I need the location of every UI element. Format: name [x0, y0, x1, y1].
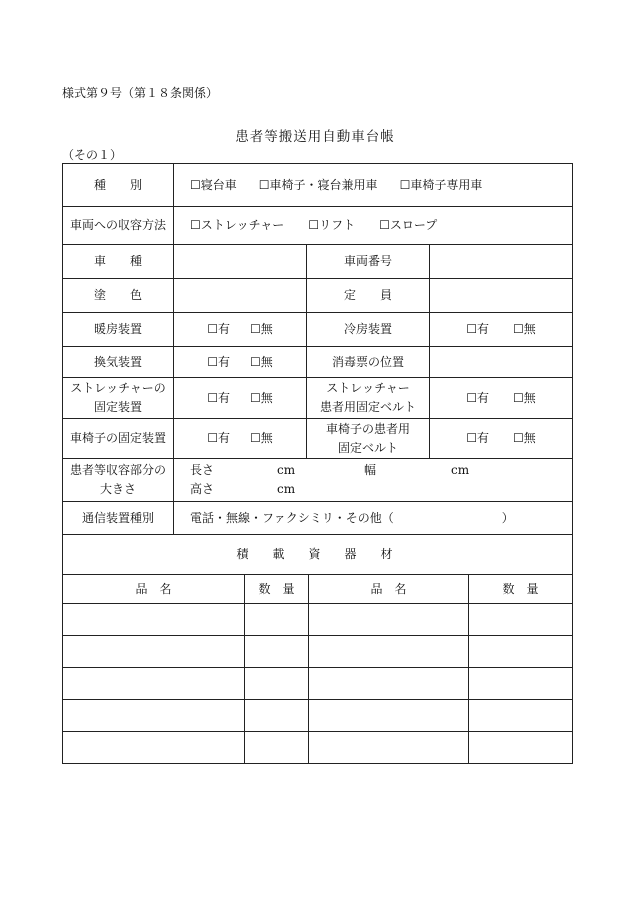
- ventilation-label: 換気装置: [63, 347, 174, 378]
- stretcher-fix-label: [63, 378, 174, 419]
- capacity-label: 定 員: [307, 279, 430, 313]
- cooler-yes[interactable]: ☐ 有: [466, 322, 489, 336]
- stretcher-belt-options: [430, 378, 573, 419]
- comm-value[interactable]: 電話・無線・ファクシミリ・その他（ ）: [174, 502, 573, 535]
- length-label: 長さ: [190, 463, 215, 477]
- qty-cell[interactable]: [469, 636, 573, 668]
- kind-option-3[interactable]: ☐ 車椅子専用車: [400, 178, 483, 192]
- col-qty-2: 数 量: [469, 575, 573, 604]
- method-label: 車両への収容方法: [63, 207, 174, 245]
- kind-options: [174, 164, 573, 207]
- vehicle-number-label: 車両番号: [307, 245, 430, 279]
- item-cell[interactable]: [309, 668, 469, 700]
- item-cell[interactable]: [63, 668, 245, 700]
- disinfect-field[interactable]: [430, 347, 573, 378]
- method-options: [174, 207, 573, 245]
- qty-cell[interactable]: [245, 732, 309, 764]
- ventilation-options: [174, 347, 307, 378]
- stretcher-fix-yes[interactable]: ☐ 有: [207, 391, 230, 405]
- table-row: [63, 700, 573, 732]
- table-row: [63, 732, 573, 764]
- width-unit: cm: [451, 463, 470, 477]
- col-item-1: 品 名: [63, 575, 245, 604]
- paint-label: 塗 色: [63, 279, 174, 313]
- page-title: 患者等搬送用自動車台帳: [235, 129, 395, 145]
- disinfect-label: 消毒票の位置: [307, 347, 430, 378]
- qty-cell[interactable]: [469, 732, 573, 764]
- heater-options: [174, 313, 307, 347]
- paint-field[interactable]: [174, 279, 307, 313]
- item-cell[interactable]: [63, 636, 245, 668]
- comm-label: 通信装置種別: [63, 502, 174, 535]
- kind-option-1[interactable]: ☐ 寝台車: [190, 178, 237, 192]
- cooler-options: [430, 313, 573, 347]
- size-label: [63, 459, 174, 502]
- qty-cell[interactable]: [469, 604, 573, 636]
- item-cell[interactable]: [309, 732, 469, 764]
- height-unit: cm: [277, 482, 296, 496]
- heater-yes[interactable]: ☐ 有: [207, 322, 230, 336]
- vehicle-type-field[interactable]: [174, 245, 307, 279]
- item-cell[interactable]: [63, 732, 245, 764]
- qty-cell[interactable]: [245, 668, 309, 700]
- equipment-table: [62, 534, 573, 764]
- qty-cell[interactable]: [245, 604, 309, 636]
- wheelchair-belt-yes[interactable]: ☐ 有: [466, 431, 489, 445]
- qty-cell[interactable]: [245, 636, 309, 668]
- stretcher-belt-label-line2: 患者用固定ベルト: [319, 400, 416, 414]
- cooler-no[interactable]: ☐ 無: [513, 322, 536, 336]
- vehicle-number-field[interactable]: [430, 245, 573, 279]
- size-label-line2: 大きさ: [99, 482, 136, 496]
- item-cell[interactable]: [309, 604, 469, 636]
- stretcher-fix-options: [174, 378, 307, 419]
- heater-no[interactable]: ☐ 無: [250, 322, 273, 336]
- table-row: [63, 604, 573, 636]
- width-label: 幅: [364, 463, 377, 477]
- col-qty-1: 数 量: [245, 575, 309, 604]
- wheelchair-fix-no[interactable]: ☐ 無: [250, 431, 273, 445]
- stretcher-belt-label-line1: ストレッチャー: [326, 381, 410, 396]
- height-label: 高さ: [190, 482, 215, 496]
- wheelchair-belt-label-line1: 車椅子の患者用: [325, 421, 410, 436]
- qty-cell[interactable]: [469, 668, 573, 700]
- qty-cell[interactable]: [469, 700, 573, 732]
- equipment-title: 積 載 資 器 材: [63, 535, 573, 575]
- wheelchair-fix-options: [174, 419, 307, 459]
- kind-label: 種 別: [63, 164, 174, 207]
- kind-option-2[interactable]: ☐ 車椅子・寝台兼用車: [259, 178, 378, 192]
- form-number: 様式第９号（第１８条関係）: [62, 86, 219, 100]
- size-fields: [174, 459, 573, 502]
- item-cell[interactable]: [63, 604, 245, 636]
- stretcher-fix-label-line1: ストレッチャーの: [70, 381, 166, 396]
- length-unit: cm: [277, 463, 296, 477]
- wheelchair-fix-yes[interactable]: ☐ 有: [207, 431, 230, 445]
- wheelchair-belt-label-line2: 固定ベルト: [337, 440, 398, 455]
- qty-cell[interactable]: [245, 700, 309, 732]
- wheelchair-fix-label: 車椅子の固定装置: [63, 419, 174, 459]
- stretcher-fix-no[interactable]: ☐ 無: [250, 391, 273, 405]
- table-row: [63, 636, 573, 668]
- ventilation-no[interactable]: ☐ 無: [250, 355, 273, 369]
- stretcher-belt-no[interactable]: ☐ 無: [513, 391, 536, 405]
- table-row: [63, 668, 573, 700]
- item-cell[interactable]: [309, 700, 469, 732]
- wheelchair-belt-label: [307, 419, 430, 459]
- col-item-2: 品 名: [309, 575, 469, 604]
- item-cell[interactable]: [63, 700, 245, 732]
- item-cell[interactable]: [309, 636, 469, 668]
- capacity-field[interactable]: [430, 279, 573, 313]
- stretcher-belt-yes[interactable]: ☐ 有: [466, 391, 489, 405]
- ventilation-yes[interactable]: ☐ 有: [207, 355, 230, 369]
- heater-label: 暖房装置: [63, 313, 174, 347]
- stretcher-fix-label-line2: 固定装置: [93, 400, 142, 414]
- page-subtitle: （その１）: [62, 148, 123, 162]
- wheelchair-belt-no[interactable]: ☐ 無: [513, 431, 536, 445]
- stretcher-belt-label: [307, 378, 430, 419]
- method-option-3[interactable]: ☐ スロープ: [379, 218, 437, 232]
- wheelchair-belt-options: [430, 419, 573, 459]
- vehicle-info-table: [62, 163, 573, 535]
- method-option-1[interactable]: ☐ ストレッチャー: [190, 218, 284, 232]
- vehicle-type-label: 車 種: [63, 245, 174, 279]
- cooler-label: 冷房装置: [307, 313, 430, 347]
- size-label-line1: 患者等収容部分の: [69, 463, 166, 478]
- method-option-2[interactable]: ☐ リフト: [308, 218, 355, 232]
